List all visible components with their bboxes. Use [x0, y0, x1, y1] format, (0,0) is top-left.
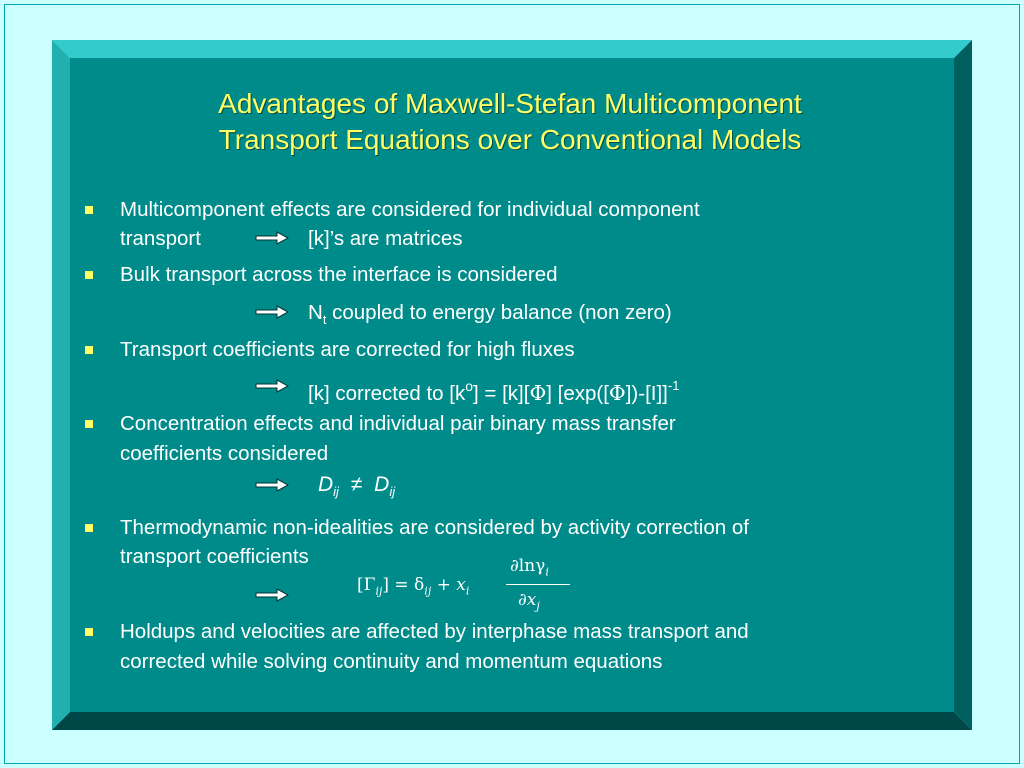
arrow-icon — [255, 305, 289, 319]
result-subscript: t — [322, 312, 327, 328]
fraction-denominator — [518, 590, 540, 612]
phi-symbol: Φ — [608, 381, 626, 405]
title-line-2: Transport Equations over Conventional Models — [218, 124, 802, 155]
bullet-marker — [85, 346, 93, 354]
bullet-marker — [85, 420, 93, 428]
bullet-2-result — [308, 299, 672, 334]
eq-text: ] = δ — [382, 575, 425, 595]
eq-subscript: i — [465, 584, 470, 598]
arrow-icon — [255, 588, 289, 602]
arrow-icon — [255, 379, 289, 393]
result-degree: o — [465, 378, 474, 394]
eq-text: + x — [431, 575, 466, 595]
bullet-4-line-1: Concentration effects and individual pair binary mass transfer — [120, 412, 676, 435]
gamma-equation-lhs — [357, 575, 469, 597]
not-equal-symbol: ≠ — [350, 473, 363, 496]
eq-symbol: D — [318, 473, 334, 496]
bullet-marker — [85, 628, 93, 636]
eq-subscript: ij — [389, 484, 396, 500]
bullet-marker — [85, 271, 93, 279]
bullet-3-line-1: Transport coefficients are corrected for high fluxes — [120, 338, 575, 361]
bullet-3-result — [308, 372, 679, 408]
result-symbol: N — [308, 301, 323, 324]
result-text: ] = [k][ — [473, 382, 530, 405]
bullet-marker — [85, 206, 93, 214]
eq-symbol: D — [374, 473, 390, 496]
bullet-6-line-1: Holdups and velocities are affected by interphase mass transport and — [120, 620, 749, 643]
fraction-numerator — [510, 556, 549, 578]
result-text: coupled to energy balance (non zero) — [326, 301, 672, 324]
arrow-icon — [255, 478, 289, 492]
bullet-1-line-2: transport — [120, 227, 201, 250]
bullet-1-result: [k]’s are matrices — [308, 227, 463, 250]
phi-symbol: Φ — [529, 381, 547, 405]
eq-subscript: j — [536, 599, 540, 613]
eq-text: ∂lnγ — [510, 556, 546, 576]
gamma-symbol: [Γ — [357, 575, 376, 595]
fraction-bar — [506, 584, 570, 585]
result-text: [k] corrected to [k — [308, 382, 466, 405]
bullet-2-line-1: Bulk transport across the interface is considered — [120, 263, 558, 286]
bullet-1-line-1: Multicomponent effects are considered for individual component — [120, 198, 700, 221]
title-line-1: Advantages of Maxwell-Stefan Multicomponent — [218, 88, 802, 119]
result-superscript: -1 — [667, 378, 680, 393]
arrow-icon — [255, 231, 289, 245]
bullet-6-line-2: corrected while solving continuity and momentum equations — [120, 650, 663, 673]
bullet-5-line-1: Thermodynamic non-idealities are considered by activity correction of — [120, 516, 749, 539]
result-text: ])-[I]] — [625, 382, 668, 405]
bullet-5-line-2: transport coefficients — [120, 545, 309, 568]
result-text: ] [exp([ — [546, 382, 609, 405]
bullet-marker — [85, 524, 93, 532]
bullet-4-equation — [318, 471, 395, 506]
eq-subscript: ij — [333, 484, 339, 500]
eq-subscript: i — [545, 565, 549, 579]
eq-subscript: ij — [375, 584, 383, 598]
eq-subscript: ij — [424, 584, 432, 598]
eq-text: ∂x — [518, 590, 537, 610]
bullet-4-line-2: coefficients considered — [120, 442, 329, 465]
